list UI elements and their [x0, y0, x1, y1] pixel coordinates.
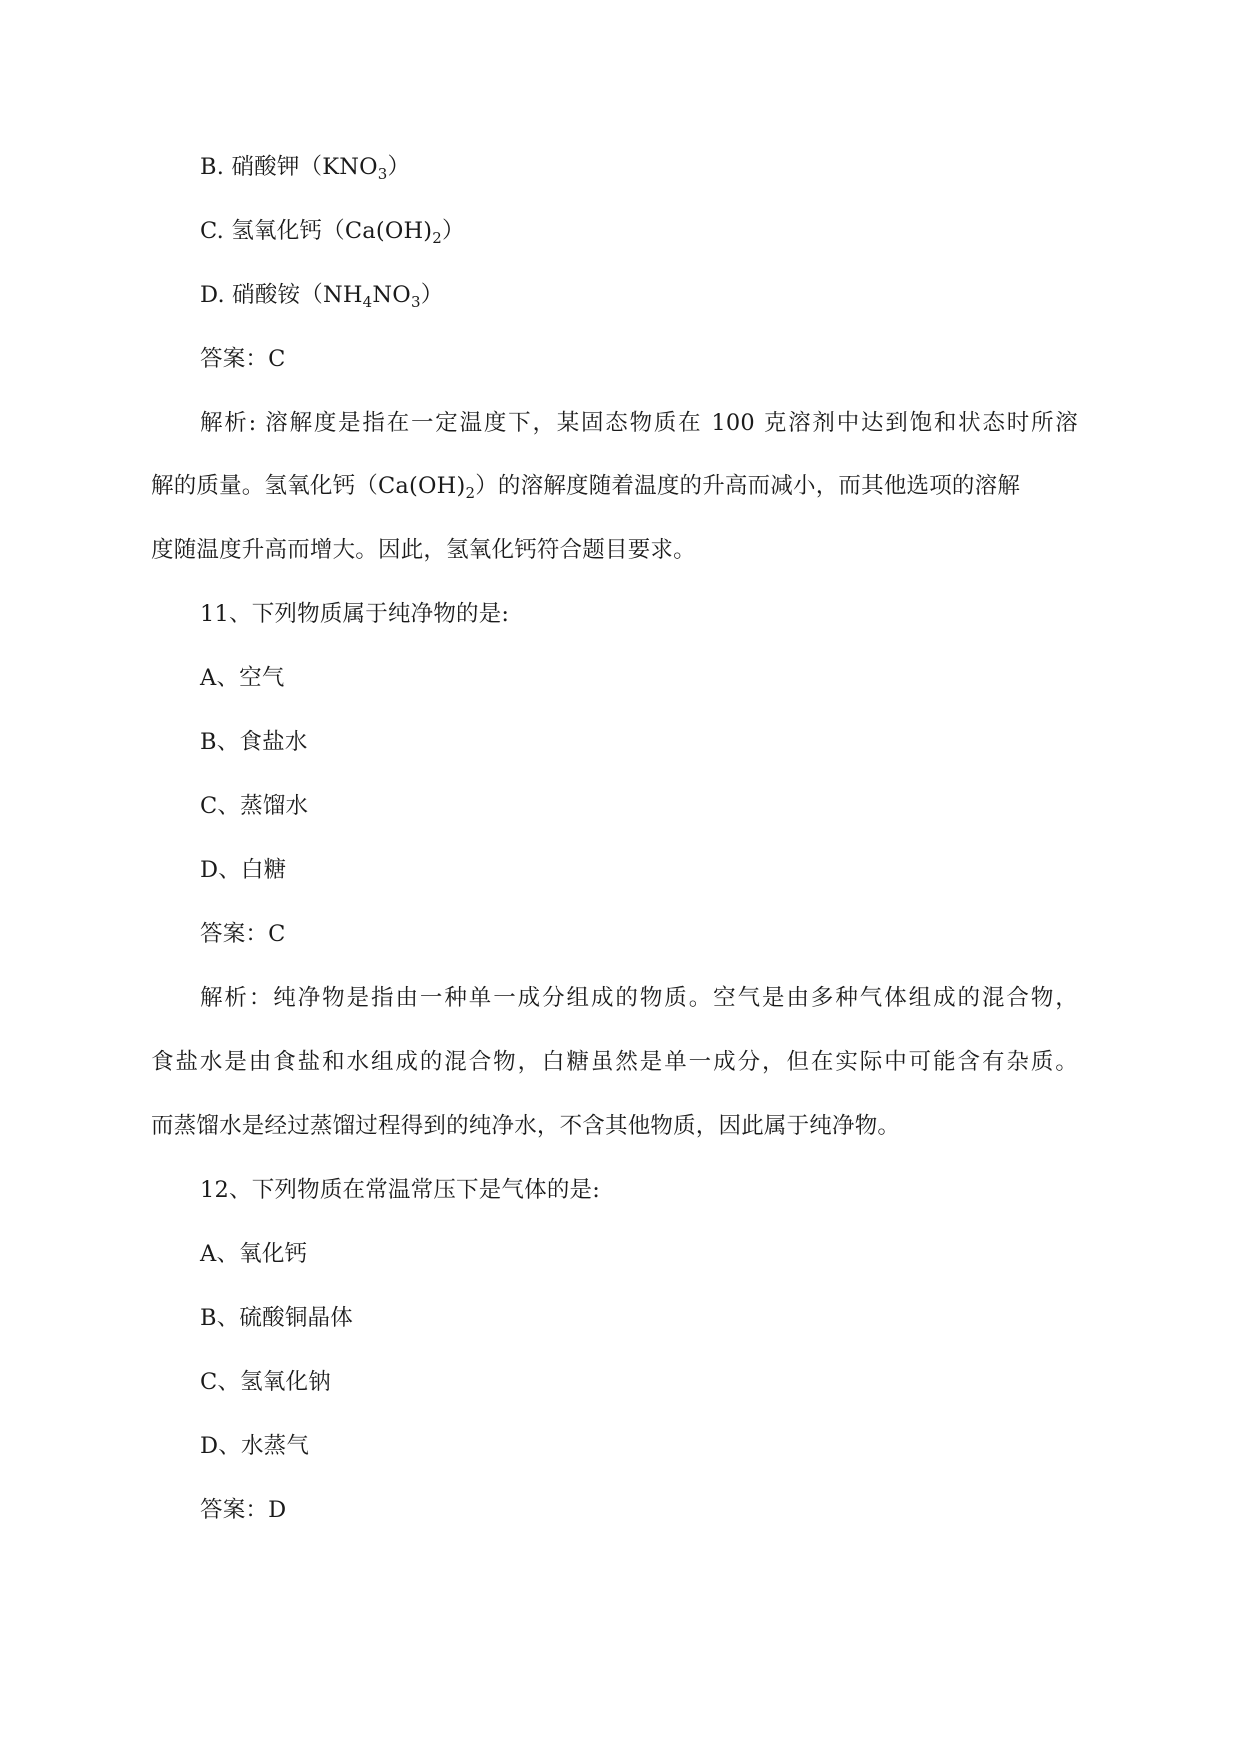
q11-question: 11、下列物质属于纯净物的是: — [200, 601, 510, 627]
q11-answer: 答案：C — [200, 921, 286, 947]
q11-analysis-line3: 而蒸馏水是经过蒸馏过程得到的纯净水，不含其他物质，因此属于纯净物。 — [151, 1113, 901, 1139]
q12-option-b: B、硫酸铜晶体 — [200, 1305, 353, 1331]
q12-question: 12、下列物质在常温常压下是气体的是: — [200, 1177, 601, 1203]
q10-answer: 答案：C — [200, 346, 286, 372]
q10-analysis-line1: 解析: 溶解度是指在一定温度下，某固态物质在 100 克溶剂中达到饱和状态时所溶 — [200, 410, 1078, 436]
q10-analysis-line3: 度随温度升高而增大。因此，氢氧化钙符合题目要求。 — [151, 537, 696, 563]
q11-analysis-line2: 食盐水是由食盐和水组成的混合物，白糖虽然是单一成分，但在实际中可能含有杂质。 — [151, 1049, 1078, 1075]
q12-answer: 答案：D — [200, 1497, 287, 1523]
q10-option-c: C. 氢氧化钙$(Ca(OH)_2)$ — [200, 218, 465, 247]
q11-analysis-line1: 解析：纯净物是指由一种单一成分组成的物质。空气是由多种气体组成的混合物， — [200, 985, 1078, 1011]
q10-option-d: D. 硝酸铵$(NH_4NO_3)$ — [200, 282, 444, 311]
q11-option-c: C、蒸馏水 — [200, 793, 309, 819]
q11-option-d: D、白糖 — [200, 857, 287, 883]
q10-analysis-line2: 解的质量。氢氧化钙$(Ca(OH)_2)$的溶解度随着温度的升高而减小，而其他选项的溶解 — [151, 473, 1021, 502]
q10-option-b: B. 硝酸钾$(KNO_3)$ — [200, 154, 411, 183]
q12-option-a: A、氧化钙 — [200, 1241, 308, 1267]
q12-option-c: C、氢氧化钠 — [200, 1369, 331, 1395]
q11-option-a: A、空气 — [200, 665, 285, 691]
q12-option-d: D、水蒸气 — [200, 1433, 310, 1459]
q11-option-b: B、食盐水 — [200, 729, 308, 755]
